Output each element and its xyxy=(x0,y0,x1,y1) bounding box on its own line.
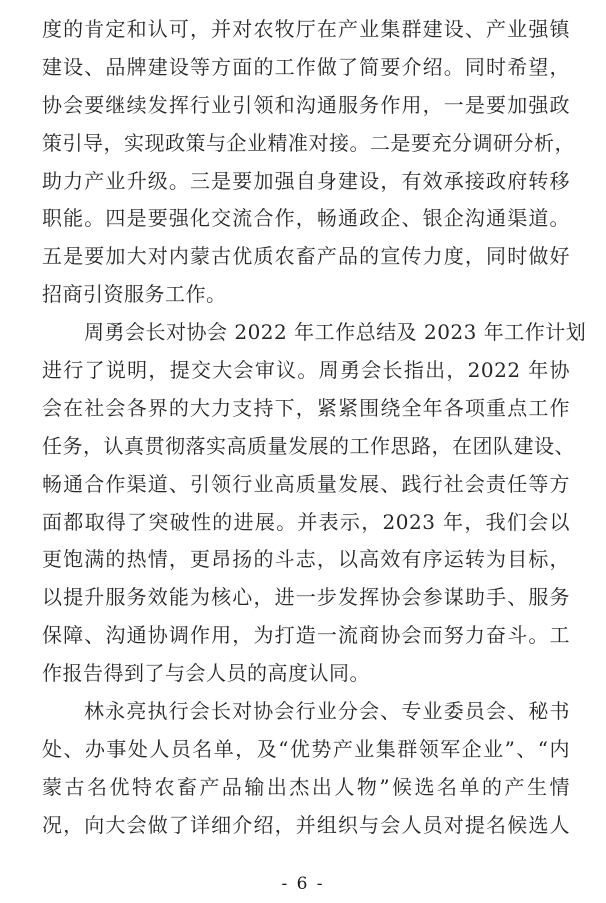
text-line: 度的肯定和认可，并对农牧厅在产业集群建设、产业强镇 xyxy=(42,17,570,41)
text-block xyxy=(42,11,587,845)
text-line: 林永亮执行会长对协会行业分会、专业委员会、秘书 xyxy=(84,699,570,724)
text-line: 五是要加大对内蒙古优质农畜产品的宣传力度，同时做好 xyxy=(42,244,570,269)
text-line: 周勇会长对协会 2022 年工作总结及 2023 年工作计划 xyxy=(84,320,587,345)
text-line: 保障、沟通协调作用，为打造一流商协会而努力奋斗。工 xyxy=(42,623,570,648)
text-line: 处、办事处人员名单，及“优势产业集群领军企业”、“内 xyxy=(42,736,570,761)
text-line: 会在社会各界的大力支持下，紧紧围绕全年各项重点工作 xyxy=(42,395,570,420)
text-line: 建设、品牌建设等方面的工作做了简要介绍。同时希望， xyxy=(42,54,570,79)
text-line: 畅通合作渠道、引领行业高质量发展、践行社会责任等方 xyxy=(42,471,570,496)
text-line: 面都取得了突破性的进展。并表示，2023 年，我们会以 xyxy=(42,509,570,534)
text-line: 职能。四是要强化交流合作，畅通政企、银企沟通渠道。 xyxy=(42,206,570,231)
text-line: 策引导，实现政策与企业精准对接。二是要充分调研分析， xyxy=(42,130,575,155)
text-line: 协会要继续发挥行业引领和沟通服务作用，一是要加强政 xyxy=(42,92,570,117)
text-line: 以提升服务效能为核心，进一步发挥协会参谋助手、服务 xyxy=(42,585,570,610)
text-line: 作报告得到了与会人员的高度认同。 xyxy=(42,661,370,686)
text-line: 招商引资服务工作。 xyxy=(42,282,227,307)
page-number: - 6 - xyxy=(281,874,325,894)
text-line: 蒙古名优特农畜产品输出杰出人物”候选名单的产生情 xyxy=(42,774,570,799)
text-line: 况，向大会做了详细介绍，并组织与会人员对提名候选人 xyxy=(42,812,570,837)
text-line: 任务，认真贯彻落实高质量发展的工作思路，在团队建设、 xyxy=(42,433,575,458)
text-line: 进行了说明，提交大会审议。周勇会长指出，2022 年协 xyxy=(42,358,570,383)
text-line: 助力产业升级。三是要加强自身建设，有效承接政府转移 xyxy=(42,168,570,193)
text-line: 更饱满的热情，更昂扬的斗志，以高效有序运转为目标， xyxy=(42,547,570,572)
